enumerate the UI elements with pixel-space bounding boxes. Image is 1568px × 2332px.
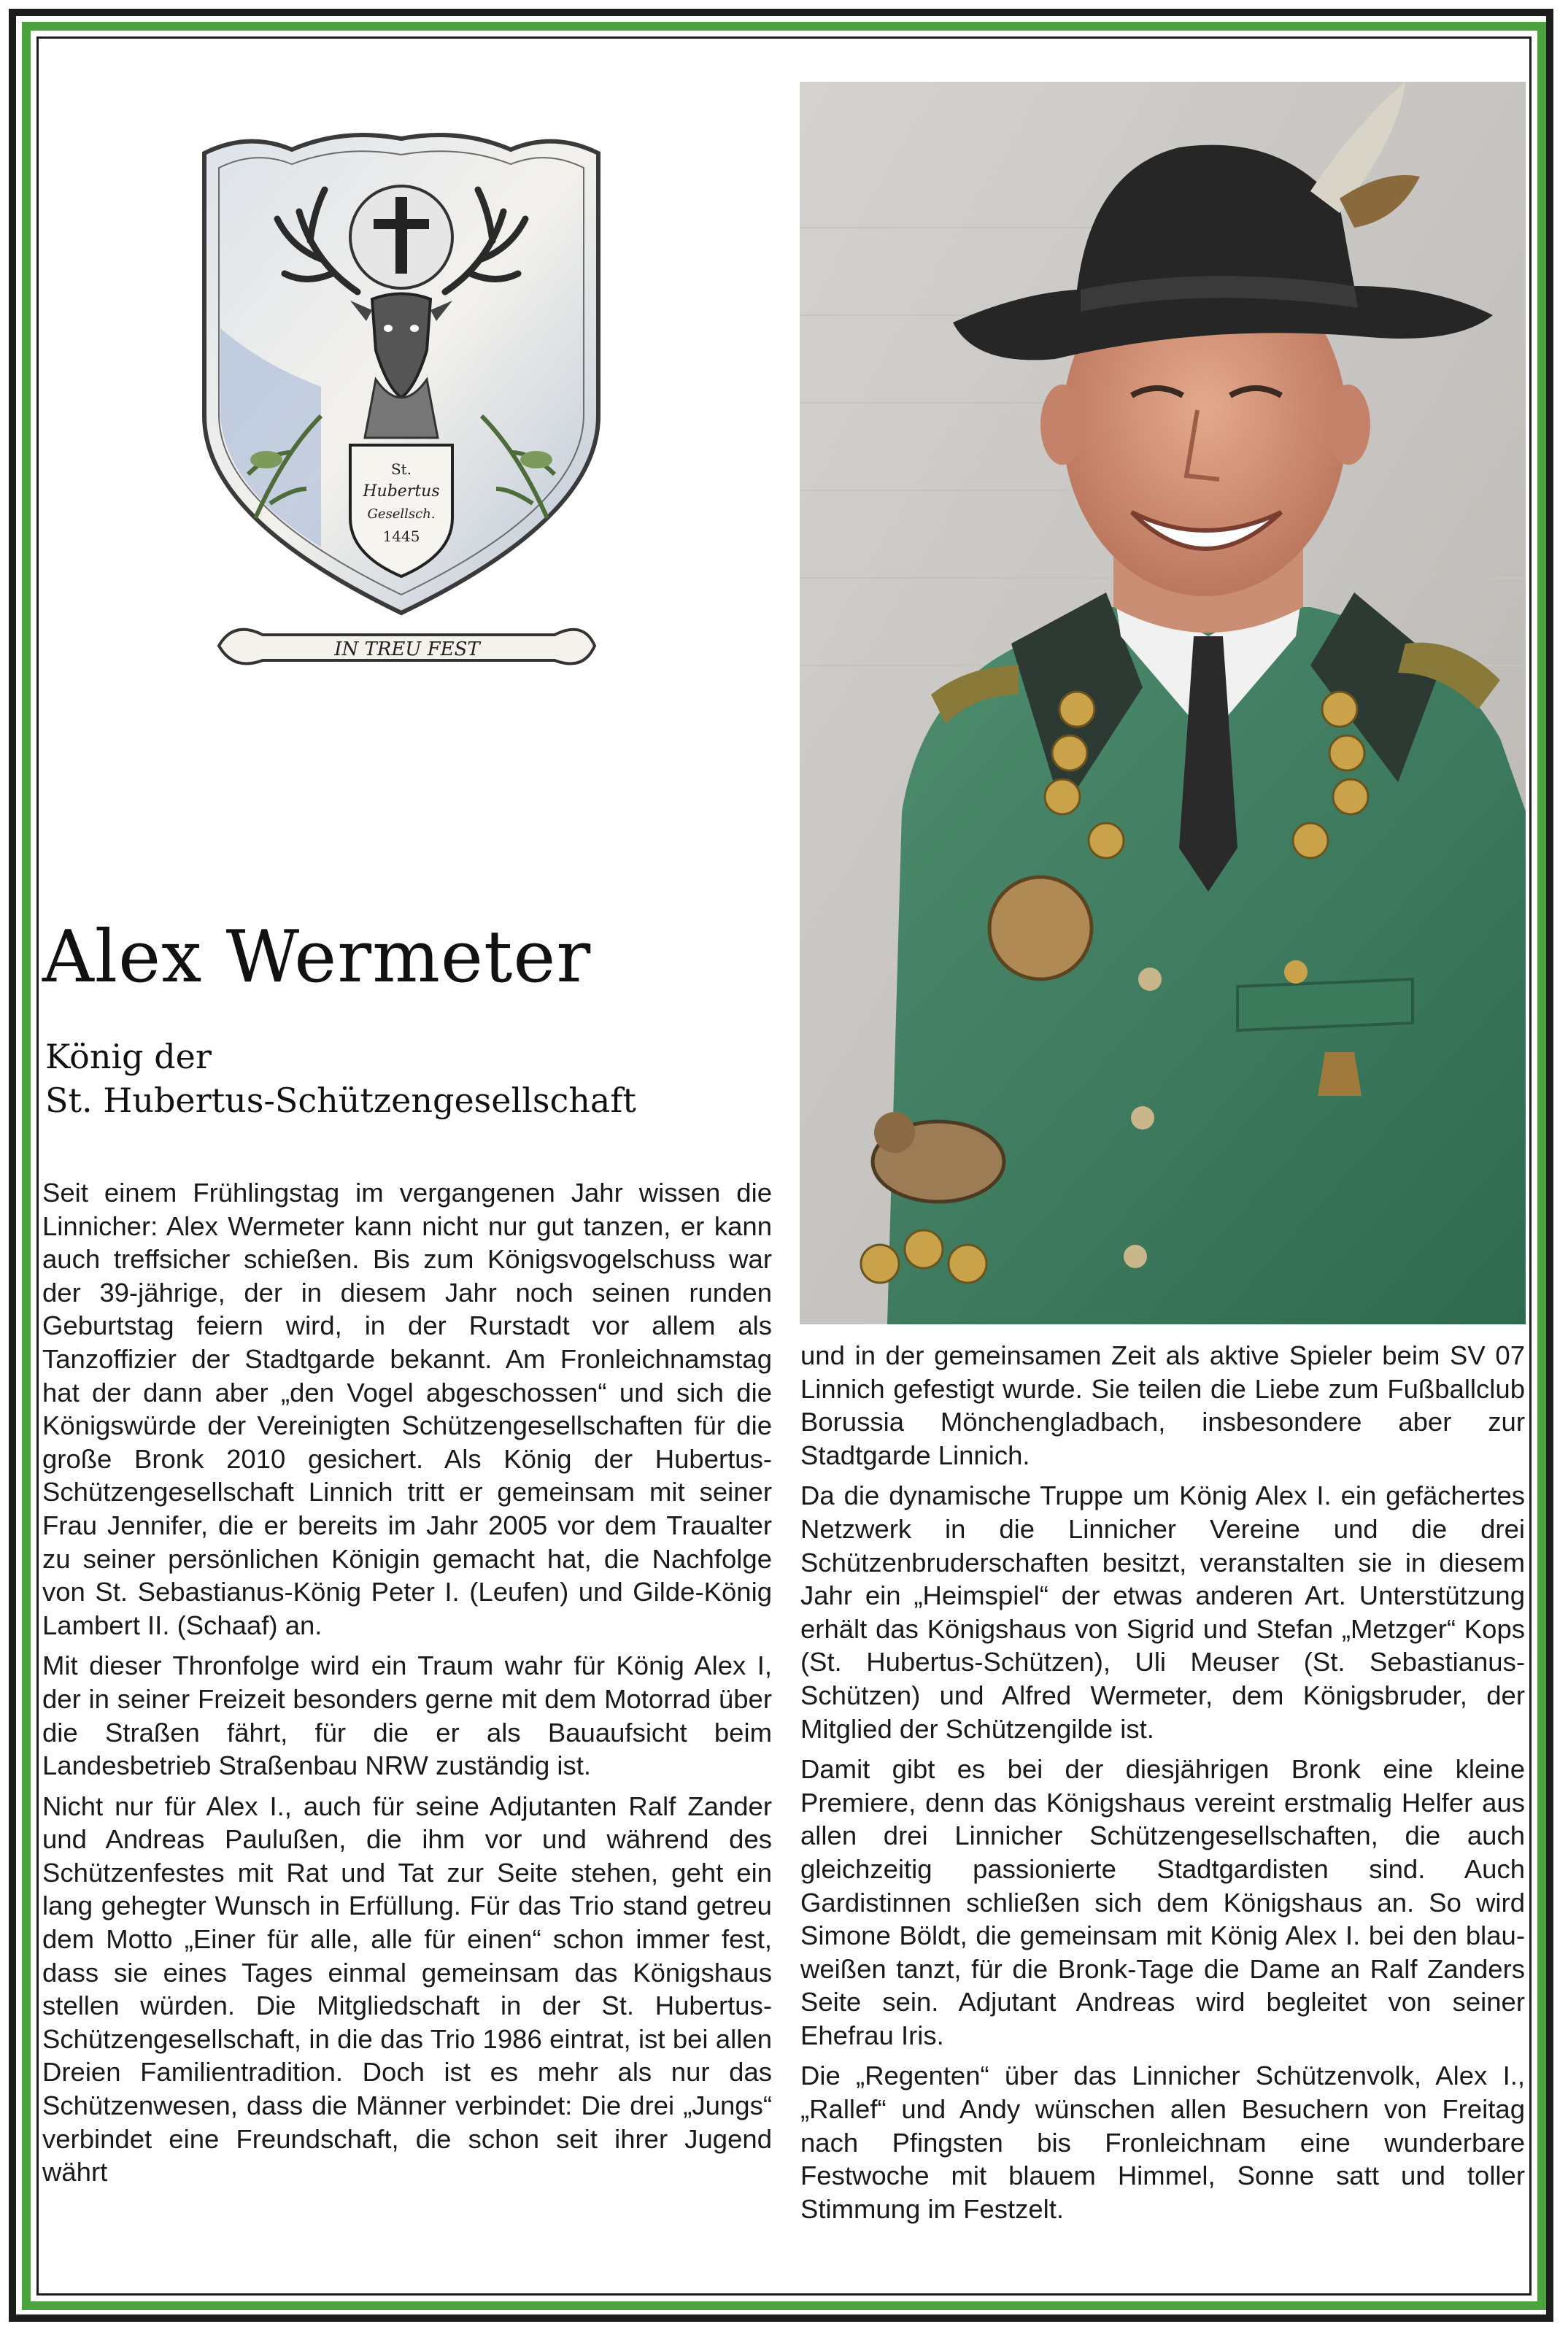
article-headline: Alex Wermeter xyxy=(42,916,592,999)
article-paragraph: Damit gibt es bei der diesjährigen Bronk eine kleine Premiere, denn das Königshaus vereint erstmalig Helfer aus allen drei Linnicher Schützengesellschaften, die auch gleichzeitig passionierte Stadtgardisten sind. Auch Gardistinnen schließen sich dem Königshaus an. So wird Simone Böldt, die gemeinsam mit König Alex I. bei den blau-weißen tanzt, für die Bronk-Tage die Dame an Ralf Zanders Seite sein. Adjutant Andreas wird begleitet von seiner Ehefrau Iris. xyxy=(800,1754,1525,2050)
article-paragraph: Da die dynamische Truppe um König Alex I. ein gefächertes Netzwerk in die Linnicher Vereine und die drei Schützenbruderschaften besitzt, veranstalten sie in diesem Jahr ein „Heimspiel“ der etwas anderen Art. Unterstützung erhält das Königshaus von Sigrid und Stefan „Metzger“ Kops (St. Hubertus-Schützen), Uli Meuser (St. Sebastianus-Schützen) und Alfred Wermeter, dem Königsbruder, der Mitglied der Schützengilde ist. xyxy=(800,1480,1525,1744)
portrait-photo xyxy=(800,82,1526,1324)
article-paragraph: und in der gemeinsamen Zeit als aktive Spieler beim SV 07 Linnich gefestigt wurde. Sie teilen die Liebe zum Fußballclub Borussia Mönchengladbach, insbesondere aber zur Stadtgarde Linnich. xyxy=(800,1340,1525,1470)
svg-text:St.: St. xyxy=(390,460,412,478)
article-paragraph: Die „Regenten“ über das Linnicher Schützenvolk, Alex I., „Rallef“ und Andy wünschen allen Besuchern von Freitag nach Pfingsten bis Fronleichnam eine wunderbare Festwoche mit blauem Himmel, Sonne satt und toller Stimmung im Festzelt. xyxy=(800,2061,1525,2224)
article-column-right xyxy=(800,1339,1525,2233)
article-paragraph: Nicht nur für Alex I., auch für seine Adjutanten Ralf Zander und Andreas Paulußen, die ihm vor und während des Schützenfestes mit Rat und Tat zur Seite stehen, geht ein lang gehegter Wunsch in Erfüllung. Für das Trio stand getreu dem Motto „Einer für alle, alle für einen“ schon immer fest, dass sie eines Tages einmal gemeinsam das Königshaus stellen würden. Die Mitgliedschaft in der St. Hubertus-Schützengesellschaft, in die das Trio 1986 eintrat, ist bei allen Dreien Familientradition. Doch ist es mehr als nur das Schützenwesen, dass die Männer verbindet: Die drei „Jungs“ verbindet eine Freundschaft, die schon seit ihrer Jugend währt xyxy=(42,1791,772,2188)
article-paragraph: Mit dieser Thronfolge wird ein Traum wahr für König Alex I, der in seiner Freizeit besonders gerne mit dem Motorrad über die Straßen fährt, für die er als Bauaufsicht beim Landesbetrieb Straßenbau NRW zuständig ist. xyxy=(42,1650,772,1781)
svg-text:Gesellsch.: Gesellsch. xyxy=(367,506,436,522)
subtitle-line-1: König der xyxy=(45,1037,212,1076)
svg-text:IN TREU FEST: IN TREU FEST xyxy=(334,638,480,660)
article-subtitle xyxy=(45,1035,636,1122)
article-column-left xyxy=(42,1176,772,2196)
article-paragraph: Seit einem Frühlingstag im vergangenen Jahr wissen die Linnicher: Alex Wermeter kann nicht nur gut tanzen, er kann auch treffsicher schießen. Bis zum Königsvogelschuss war der 39-jährige, der in diesem Jahr noch seinen runden Geburtstag feiern wird, in der Rurstadt vor allem als Tanzoffizier der Stadtgarde bekannt. Am Fronleichnamstag hat der dann aber „den Vogel abgeschossen“ und sich die Königswürde der Vereinigten Schützengesellschaften für die große Bronk 2010 gesichert. Als König der Hubertus-Schützengesellschaft Linnich tritt er gemeinsam mit seiner Frau Jennifer, die er bereits im Jahr 2005 vor dem Traualter zu seiner persönlichen Königin gemacht hat, die Nachfolge von St. Sebastianus-König Peter I. (Leufen) und Gilde-König Lambert II. (Schaaf) an. xyxy=(42,1178,772,1640)
svg-text:Hubertus: Hubertus xyxy=(363,482,440,501)
hubertus-crest-image xyxy=(175,109,627,722)
svg-text:1445: 1445 xyxy=(382,528,420,545)
subtitle-line-2: St. Hubertus-Schützengesellschaft xyxy=(45,1081,636,1120)
